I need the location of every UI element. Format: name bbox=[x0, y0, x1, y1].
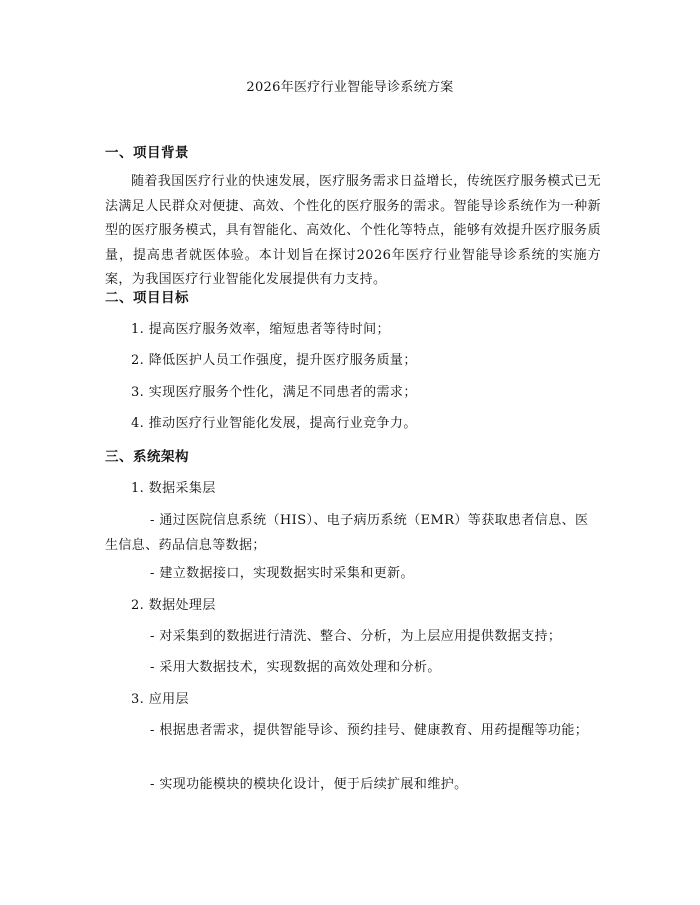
layer-point: - 采用大数据技术，实现数据的高效处理和分析。 bbox=[150, 660, 441, 675]
layer-title-data-collection: 1. 数据采集层 bbox=[131, 481, 216, 496]
layer-title-data-processing: 2. 数据处理层 bbox=[131, 598, 216, 613]
section-heading-architecture: 三、系统架构 bbox=[105, 449, 189, 465]
goal-item: 3. 实现医疗服务个性化，满足不同患者的需求； bbox=[131, 385, 417, 400]
document-title: 2026年医疗行业智能导诊系统方案 bbox=[246, 80, 454, 95]
section-heading-background: 一、项目背景 bbox=[105, 145, 189, 161]
goal-item: 2. 降低医护人员工作强度，提升医疗服务质量； bbox=[131, 353, 417, 368]
goal-item: 1. 提高医疗服务效率，缩短患者等待时间； bbox=[131, 322, 390, 337]
layer-point: - 根据患者需求，提供智能导诊、预约挂号、健康教育、用药提醒等功能； bbox=[150, 723, 589, 738]
layer-point: - 建立数据接口，实现数据实时采集和更新。 bbox=[150, 566, 414, 581]
layer-title-application: 3. 应用层 bbox=[131, 692, 189, 707]
layer-point: - 实现功能模块的模块化设计，便于后续扩展和维护。 bbox=[150, 777, 468, 792]
layer-point: - 通过医院信息系统（HIS）、电子病历系统（EMR）等获取患者信息、医生信息、药品信息等数据； bbox=[105, 513, 589, 553]
goal-item: 4. 推动医疗行业智能化发展，提高行业竞争力。 bbox=[131, 416, 417, 431]
background-paragraph: 随着我国医疗行业的快速发展，医疗服务需求日益增长，传统医疗服务模式已无法满足人民群众对便捷、高效、个性化的医疗服务的需求。智能导诊系统作为一种新型的医疗服务模式，具有智能化、高效化、个性化等特点，能够有效提升医疗服务质量，提高患者就医体验。本计划旨在探讨2026年医疗行业智能导诊系统的实施方案，为我国医疗行业智能化发展提供有力支持。 bbox=[105, 174, 601, 287]
section-heading-goals: 二、项目目标 bbox=[105, 290, 189, 306]
layer-point: - 对采集到的数据进行清洗、整合、分析，为上层应用提供数据支持； bbox=[150, 629, 562, 644]
